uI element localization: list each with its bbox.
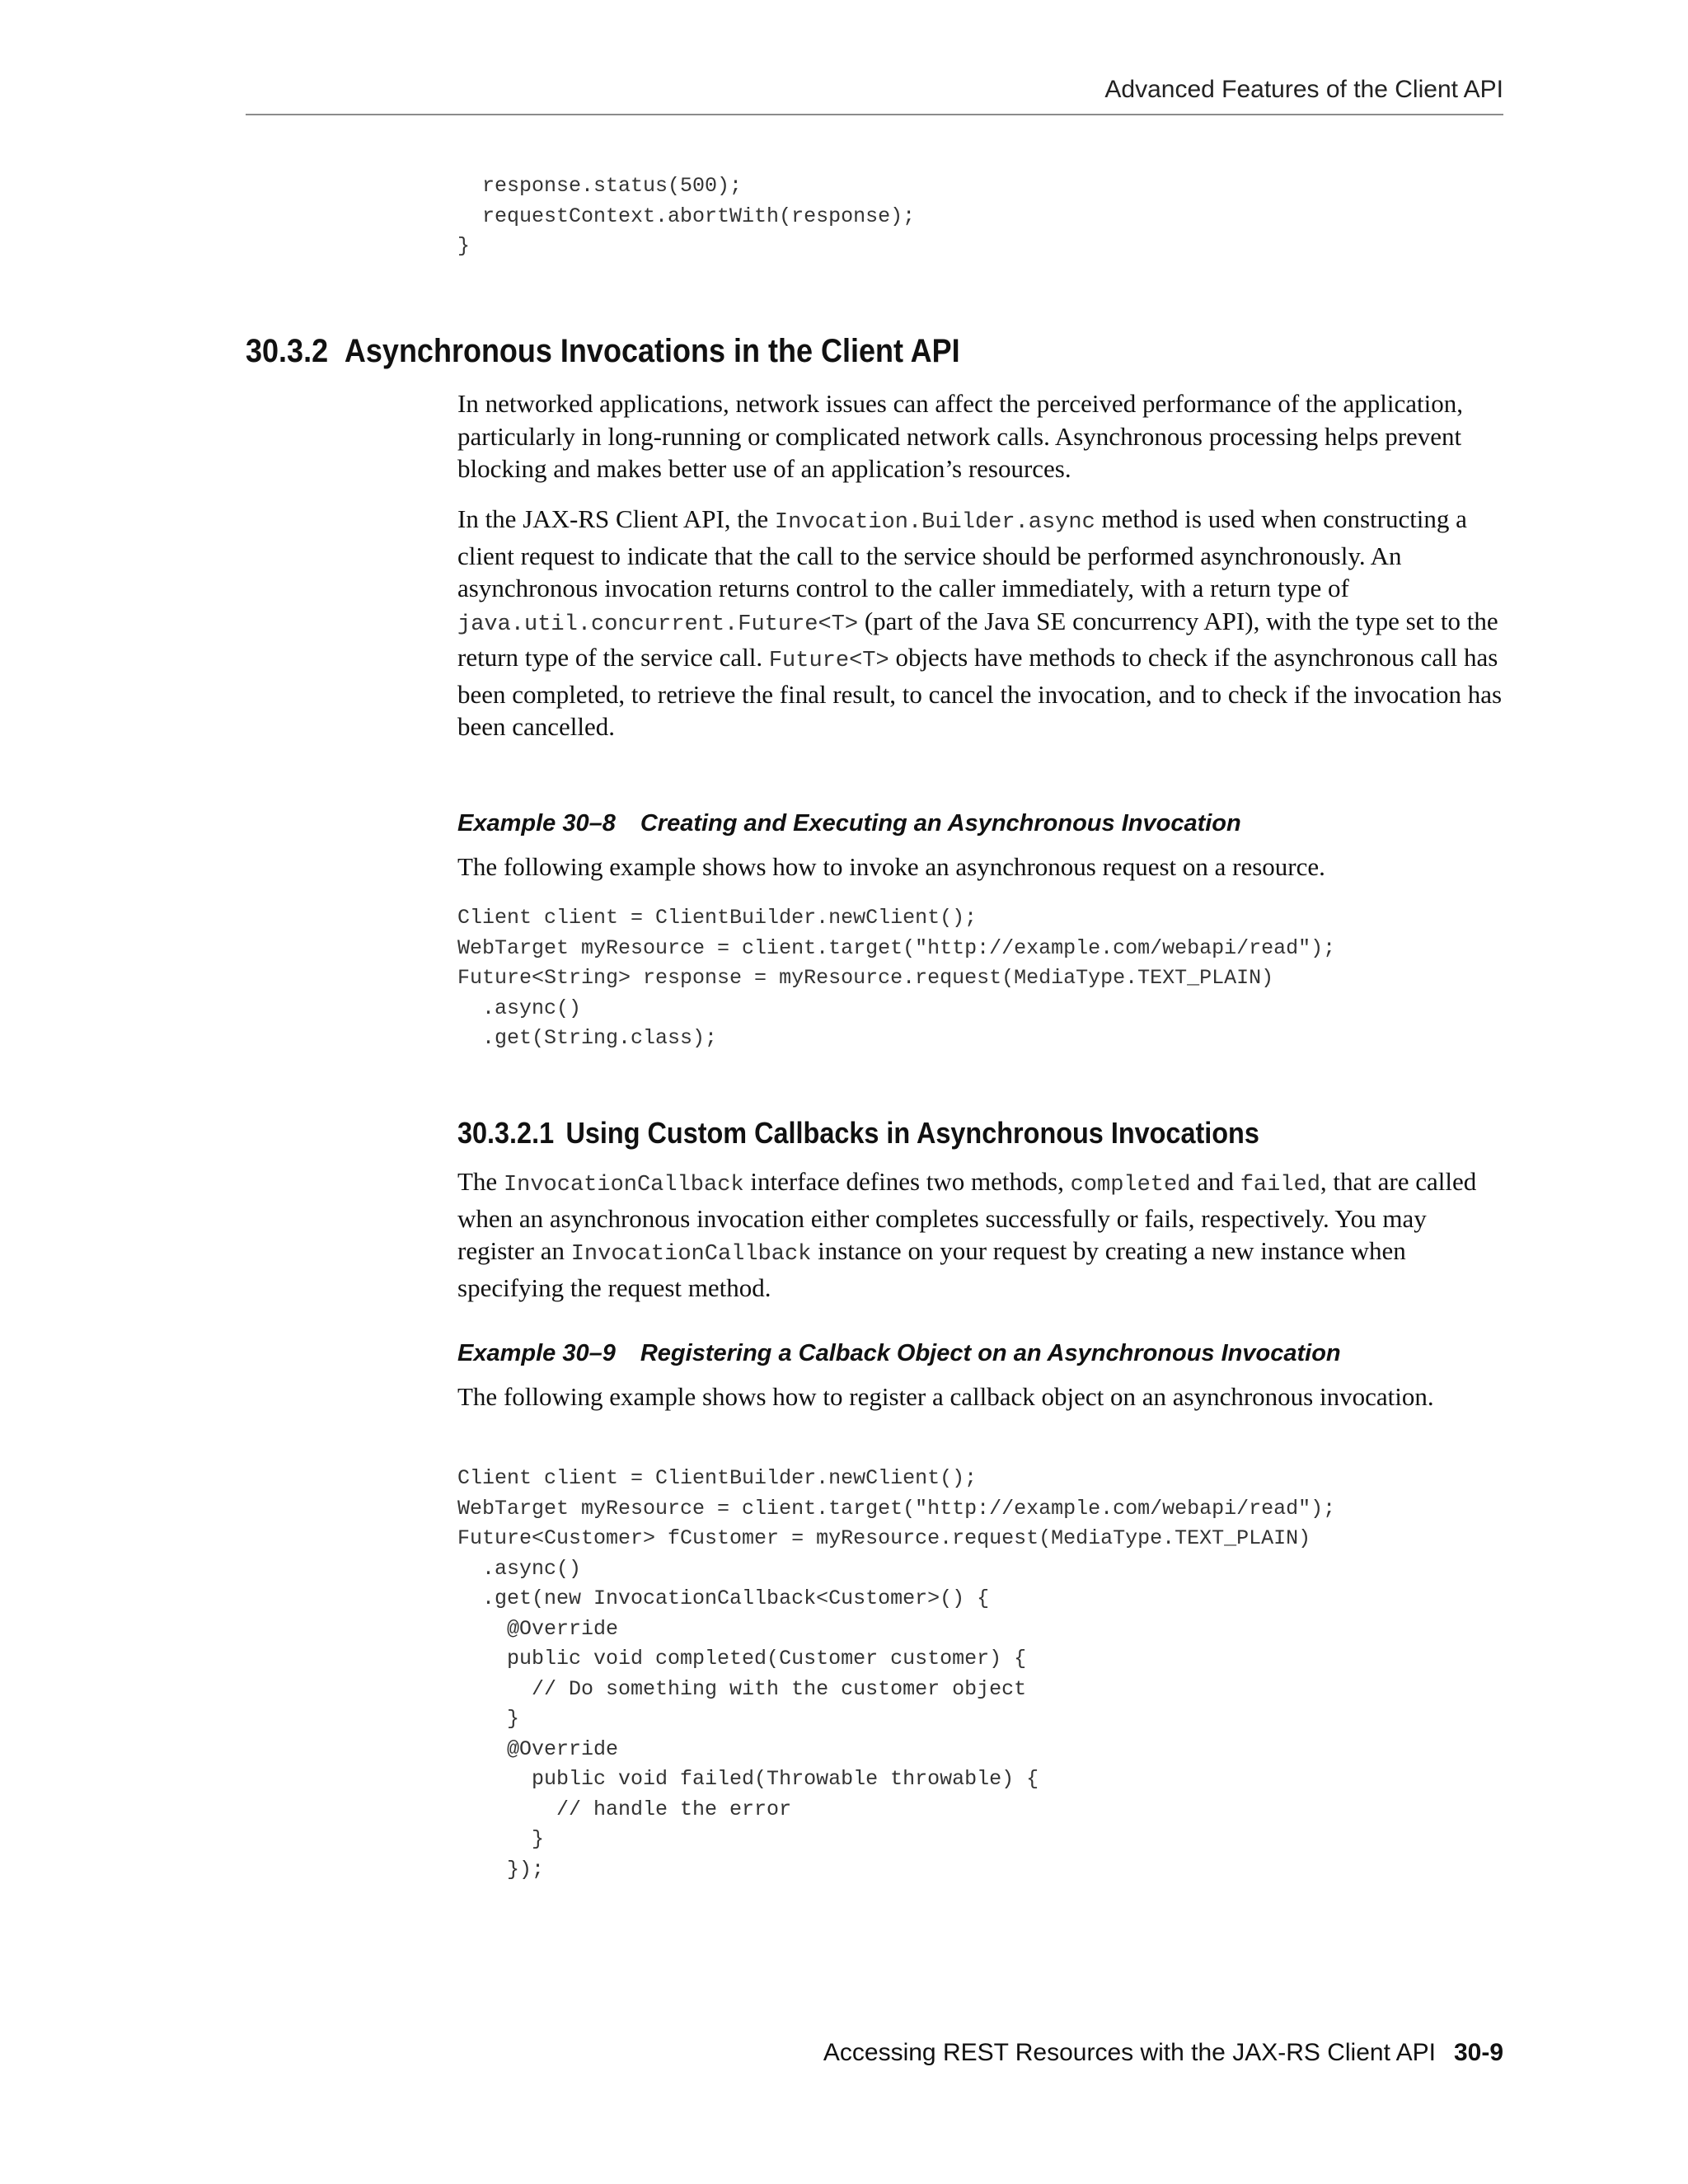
inline-code: Invocation.Builder.async [774,510,1095,535]
example-number: Example 30–8 [457,810,616,837]
example-intro: The following example shows how to register a callback object on an asynchronous invocation. [457,1382,1434,1411]
running-header: Advanced Features of the Client API [1104,76,1503,103]
callback-paragraph: The InvocationCallback interface defines two methods, completed and failed, that are called when an asynchronous invocation either completes successfully or fails, respectively. You may register an InvocationCallback instance on your request by creating a new instance when specifying the request method. [457,1167,1477,1302]
inline-code: completed [1070,1173,1191,1197]
example-title: Registering a Calback Object on an Asynchronous Invocation [640,1340,1341,1366]
inline-code: InvocationCallback [570,1242,812,1267]
page-number: 30-9 [1453,2039,1503,2066]
example-title: Creating and Executing an Asynchronous Invocation [640,810,1241,837]
code-block-continued: response.status(500); requestContext.abortWith(response); } [457,174,916,258]
section-heading [246,333,960,370]
header-divider [246,114,1503,115]
example-caption [457,1340,1341,1367]
intro-paragraph: In networked applications, network issues can affect the perceived performance of the application, particularly in long-running or complicated network calls. Asynchronous processing helps prevent blocking and makes better use of an application’s resources. [457,389,1463,483]
example-number: Example 30–9 [457,1340,616,1366]
inline-code: Future<T> [768,649,889,673]
example-intro: The following example shows how to invoke an asynchronous request on a resource. [457,852,1325,881]
subsection-title: Using Custom Callbacks in Asynchronous Invocations [565,1116,1259,1150]
code-block: Client client = ClientBuilder.newClient(); WebTarget myResource = client.target("http://example.com/webapi/read"); Future<Customer> fCustomer = myResource.request(MediaType.TEXT_PLAIN) .async() .get(new InvocationCallback<Customer>() { @Override public void completed(Customer customer) { // Do something with the customer object } @Override public void failed(Throwable throwable) { // handle the error } }); [457,1466,1336,1882]
subsection-number: 30.3.2.1 [457,1116,555,1150]
inline-code: java.util.concurrent.Future<T> [457,612,859,637]
example-caption [457,810,1241,837]
async-paragraph: In the JAX-RS Client API, the Invocation.Builder.async method is used when constructing a client request to indicate that the call to the service should be performed asynchronously. An asynchronous invocation returns control to the caller immediately, with a return type of java.util.concurrent.Future<T> (part of the Java SE concurrency API), with the type set to the return type of the service call. Future<T> objects have methods to check if the asynchronous call has been completed, to retrieve the final result, to cancel the invocation, and to check if the invocation has been cancelled. [457,504,1503,741]
section-title: Asynchronous Invocations in the Client API [344,333,960,369]
section-number: 30.3.2 [246,333,329,369]
page-footer [823,2039,1503,2067]
footer-title: Accessing REST Resources with the JAX-RS Client API [823,2039,1436,2066]
code-block: Client client = ClientBuilder.newClient(); WebTarget myResource = client.target("http://example.com/webapi/read"); Future<String> response = myResource.request(MediaType.TEXT_PLAIN) .async() .get(String.class); [457,906,1336,1050]
subsection-heading [457,1116,1259,1151]
inline-code: failed [1240,1173,1320,1197]
inline-code: InvocationCallback [503,1173,744,1197]
